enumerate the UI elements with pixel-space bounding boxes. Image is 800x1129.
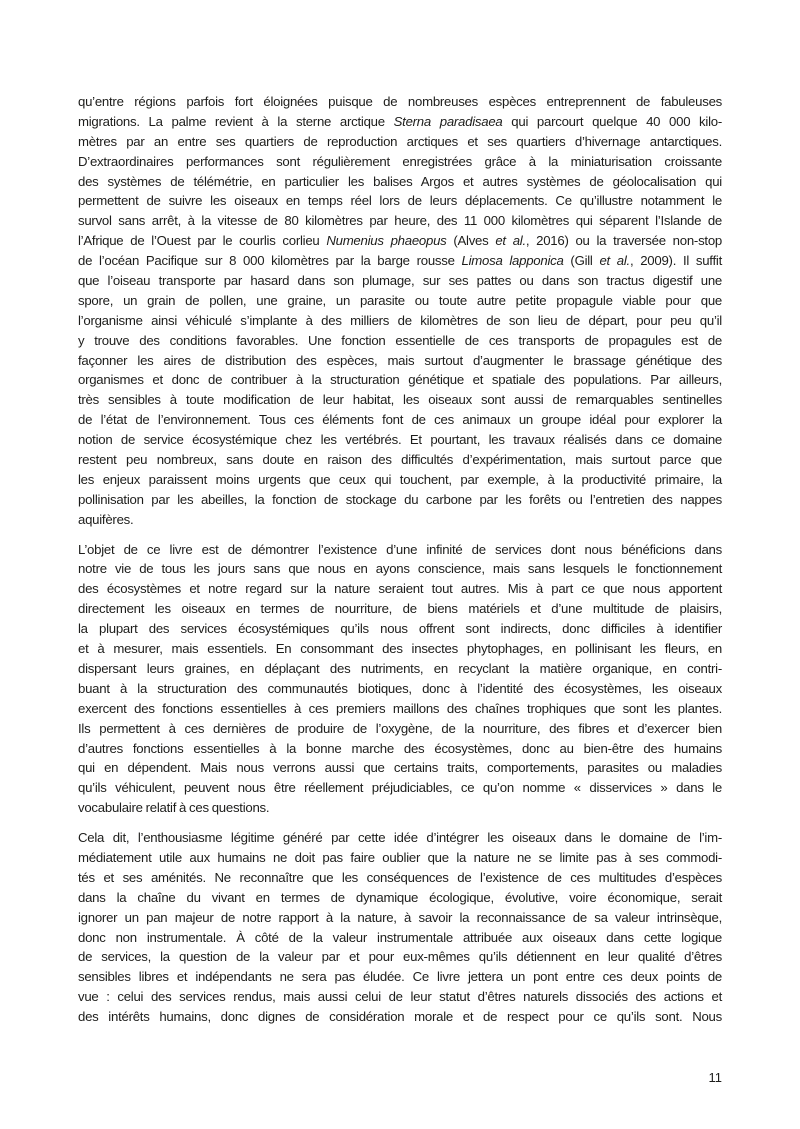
text-segment: très sensibles à toute modification de leur habitat, les oiseaux sont aussi de remarquables sentinelles: [78, 392, 722, 408]
text-segment: mètres par an entre ses quartiers de reproduction arctiques et ses quartiers d’hivernage antarctiques.: [78, 133, 722, 149]
text-line: [78, 152, 722, 172]
text-line: [78, 311, 722, 331]
text-line: [78, 490, 722, 510]
text-line: [78, 908, 722, 928]
text-line: [78, 719, 722, 739]
text-line: [78, 450, 722, 470]
text-segment: exercent des fonctions essentielles à ces premiers maillons des chaînes trophiques que sont les plantes.: [78, 700, 722, 716]
italic-text: et al.: [599, 253, 630, 269]
text-line: [78, 331, 722, 351]
text-segment: dans la chaîne du vivant en termes de dynamique écologique, évolutive, voire économique, serait: [78, 889, 722, 905]
text-segment: survol sans arrêt, à la vitesse de 80 kilomètres par heure, des 11 000 kilomètres qui séparent l’Islande de: [78, 213, 722, 229]
text-segment: (Alves: [446, 233, 496, 249]
text-line: [78, 928, 722, 948]
text-line: [78, 639, 722, 659]
text-segment: notre vie de tous les jours sans que nous en ayons conscience, mais sans lesquels le fonctionnement: [78, 561, 722, 577]
text-line: [78, 1007, 722, 1027]
text-line: [78, 778, 722, 798]
text-segment: façonner les aires de distribution des espèces, mais surtout d’augmenter le brassage génétique des: [78, 352, 722, 368]
text-segment: y trouve des conditions favorables. Une fonction essentielle de ces transports de propagules est de: [78, 332, 722, 348]
text-segment: des intérêts humains, donc dignes de considération morale et de respect pour ce qu’ils sont. Nous: [78, 1009, 722, 1025]
text-segment: de services, la question de la valeur par et pour eux-mêmes qu’ils détiennent en leur qualité d’êtres: [78, 949, 722, 965]
text-line: [78, 798, 722, 818]
text-segment: ignorer un pan majeur de notre rapport à la nature, à savoir la reconnaissance de sa valeur intrinsèque,: [78, 909, 722, 925]
text-segment: d’autres fonctions essentielles à la bonne marche des écosystèmes, donc au bien-être des humains: [78, 740, 722, 756]
text-line: [78, 540, 722, 560]
text-segment: des écosystèmes et notre regard sur la nature seraient tout autres. Mis à part ce que nous apportent: [78, 581, 722, 597]
text-segment: que l’oiseau transporte par hasard dans son plumage, sur ses pattes ou dans son tractus digestif une: [78, 273, 722, 289]
text-segment: tés et ses aménités. Ne reconnaître que les conséquences de l’existence de ces multitudes d’espèces: [78, 869, 722, 885]
text-segment: sensibles libres et indépendants ne sera pas éludée. Ce livre jettera un pont entre ces deux points de: [78, 969, 722, 985]
text-segment: buant à la structuration des communautés biotiques, donc à l’identité des écosystèmes, les oiseaux: [78, 680, 722, 696]
text-segment: donc non instrumentale. À côté de la valeur instrumentale attribuée aux oiseaux dans cette logique: [78, 929, 722, 945]
text-line: [78, 291, 722, 311]
text-segment: , 2009). Il suffit: [629, 253, 722, 269]
text-segment: L’objet de ce livre est de démontrer l’existence d’une infinité de services dont nous bénéficions dans: [78, 541, 722, 557]
text-segment: qu’entre régions parfois fort éloignées puisque de nombreuses espèces entreprennent de fabuleuses: [78, 94, 722, 109]
text-line: [78, 868, 722, 888]
text-segment: migrations. La palme revient à la sterne arctique: [78, 113, 394, 129]
text-segment: dispersant leurs graines, en déplaçant des nutriments, en recyclant la matière organique, en contri-: [78, 660, 722, 676]
text-segment: notion de service écosystémique chez les vertébrés. Et pourtant, les travaux réalisés dans ce domaine: [78, 432, 722, 448]
text-line: [78, 599, 722, 619]
italic-text: Sterna paradisaea: [393, 113, 503, 129]
text-line: [78, 987, 722, 1007]
text-segment: de l’océan Pacifique sur 8 000 kilomètres par la barge rousse: [78, 253, 462, 269]
text-line: [78, 271, 722, 291]
text-line: [78, 848, 722, 868]
text-segment: , 2016) ou la traversée non-stop: [525, 233, 722, 249]
text-line: [78, 211, 722, 231]
text-line: [78, 699, 722, 719]
text-segment: permettent de suivre les oiseaux en temps réel lors de leurs déplacements. Ce qu’illustre notamment le: [78, 193, 722, 209]
text-line: [78, 828, 722, 848]
text-segment: qui parcourt quelque 40 000 kilo-: [502, 113, 722, 129]
text-segment: aquifères.: [78, 511, 134, 527]
text-line: [78, 231, 722, 251]
text-line: [78, 470, 722, 490]
text-line: [78, 739, 722, 759]
text-line: [78, 92, 722, 112]
text-segment: spore, un grain de pollen, une graine, un parasite ou toute autre petite propagule viable pour que: [78, 292, 722, 308]
paragraph: [78, 828, 722, 1027]
text-line: [78, 758, 722, 778]
text-segment: qui en dépendent. Mais nous verrons aussi que certains traits, comportements, parasites ou maladies: [78, 760, 722, 776]
paragraph: [78, 540, 722, 818]
page-body: [78, 92, 722, 1037]
text-line: [78, 370, 722, 390]
text-line: [78, 132, 722, 152]
page-number: 11: [708, 1070, 722, 1085]
text-segment: l’Afrique de l’Ouest par le courlis corlieu: [78, 233, 327, 249]
italic-text: Numenius phaeopus: [326, 233, 447, 249]
text-segment: l’organisme ainsi véhiculé s’implante à des milliers de kilomètres de son lieu de départ, pour peu qu’il: [78, 312, 722, 328]
text-segment: directement les oiseaux en termes de nourriture, de biens matériels et d’une multitude de plaisirs,: [78, 601, 722, 617]
text-segment: de l’état de l’environnement. Tous ces éléments font de ces animaux un groupe idéal pour explorer la: [78, 412, 722, 428]
text-line: [78, 410, 722, 430]
text-segment: Cela dit, l’enthousiasme légitime généré par cette idée d’intégrer les oiseaux dans le domaine de l’im-: [78, 830, 722, 846]
text-line: [78, 947, 722, 967]
text-segment: des systèmes de télémétrie, en particulier les balises Argos et autres systèmes de géolocalisation qui: [78, 173, 722, 189]
text-segment: vue : celui des services rendus, mais aussi celui de leur statut d’êtres naturels dissociés des actions et: [78, 989, 722, 1005]
text-segment: (Gill: [563, 253, 600, 269]
text-line: [78, 888, 722, 908]
text-segment: Ils permettent à ces dernières de produire de l’oxygène, de la nourriture, des fibres et d’exercer bien: [78, 720, 722, 736]
italic-text: et al.: [495, 233, 526, 249]
paragraph: [78, 92, 722, 530]
text-segment: les enjeux paraissent moins urgents que ceux qui touchent, par exemple, à la productivité primaire, la: [78, 471, 722, 487]
text-line: [78, 679, 722, 699]
text-line: [78, 112, 722, 132]
text-line: [78, 510, 722, 530]
text-line: [78, 430, 722, 450]
text-segment: et à mesurer, mais essentiels. En consommant des insectes phytophages, en pollinisant les fleurs, en: [78, 641, 722, 657]
text-line: [78, 172, 722, 192]
text-segment: médiatement utile aux humains ne doit pas faire oublier que la nature ne se limite pas à ses commodi-: [78, 849, 722, 865]
text-segment: restent peu nombreux, sans doute en raison des difficultés d’expérimentation, mais surtout parce que: [78, 452, 722, 468]
text-line: [78, 579, 722, 599]
text-line: [78, 619, 722, 639]
text-segment: D’extraordinaires performances sont régulièrement enregistrées grâce à la miniaturisation croissante: [78, 153, 722, 169]
text-line: [78, 390, 722, 410]
text-line: [78, 659, 722, 679]
text-segment: la plupart des services écosystémiques qu’ils nous offrent sont indirects, donc difficiles à identifier: [78, 621, 722, 637]
text-segment: vocabulaire relatif à ces questions.: [78, 800, 270, 816]
text-line: [78, 251, 722, 271]
text-line: [78, 559, 722, 579]
text-segment: organismes et donc de contribuer à la structuration génétique et spatiale des populations. Par ailleurs,: [78, 372, 722, 388]
italic-text: Limosa lapponica: [461, 253, 564, 269]
text-line: [78, 967, 722, 987]
text-segment: pollinisation par les abeilles, la fonction de stockage du carbone par les forêts ou l’entretien des nappes: [78, 491, 722, 507]
text-line: [78, 191, 722, 211]
text-segment: qu’ils véhiculent, peuvent nous être réellement préjudiciables, ce qu’on nomme « disservices » dans le: [78, 780, 722, 796]
text-line: [78, 351, 722, 371]
